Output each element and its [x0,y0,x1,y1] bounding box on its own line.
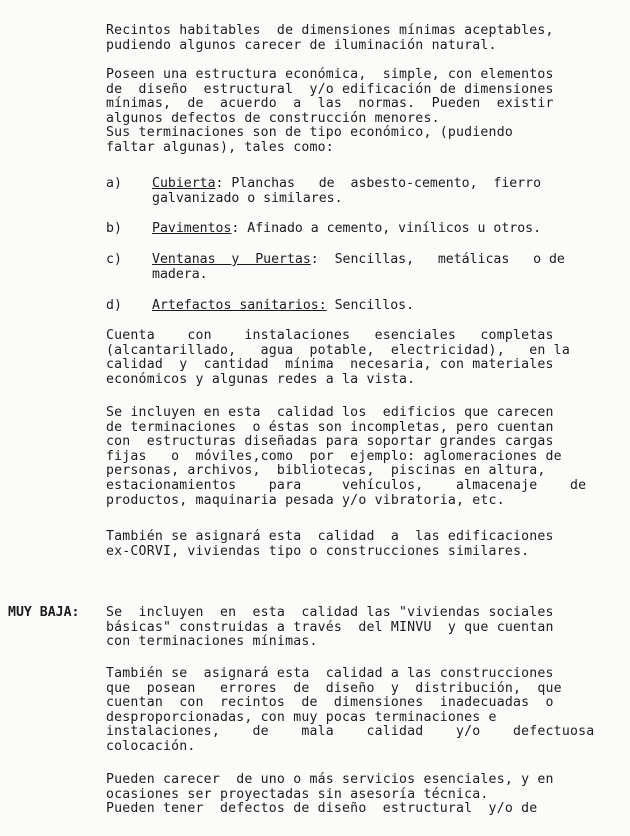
list-text: Sencillos. [326,298,415,313]
text-line: calidad y cantidad mínima necesaria, con materiales [106,357,554,373]
text-line: productos, maquinaria pesada y/o vibratoria, etc. [106,492,505,508]
list-text-line2: madera. [152,266,208,282]
list-text: : Afinado a cemento, vinílicos u otros. [231,221,542,236]
text-line: Sus terminaciones son de tipo económico, (pudiendo [106,125,513,141]
paragraph-installations [106,329,606,387]
text-line: Pueden tener defectos de diseño estructural y/o de [106,801,538,817]
text-line: Pueden carecer de uno o más servicios esenciales, y en [106,772,554,787]
paragraph-buildings [106,406,606,508]
text-line: mínimas, de acuerdo a las normas. Pueden existir [106,96,554,112]
list-term: Artefactos sanitarios: [152,298,327,313]
text-line: ocasiones ser proyectadas sin asesoría técnica. [106,786,489,802]
text-line: colocación. [106,738,196,754]
list-text: : Planchas de asbesto-cemento, fierro [215,176,542,191]
list-letter: b) [106,221,122,236]
muy-baja-paragraph-2 [106,667,606,755]
text-line: algunos defectos de construcción menores. [106,110,440,126]
intro-paragraph-2 [106,68,606,156]
text-line: con terminaciones mínimas. [106,634,318,650]
list-term: Ventanas y Puertas [152,252,311,267]
text-line: Se incluyen en esta calidad las "viviendas sociales [106,605,554,620]
text-line: con estructuras diseñadas para soportar grandes cargas [106,434,554,450]
section-label-muy-baja: MUY BAJA: [8,605,80,620]
muy-baja-paragraph-1 [106,606,606,650]
text-line: instalaciones, de mala calidad y/o defectuosa [106,724,595,740]
text-line: Se incluyen en esta calidad los edificios que carecen [106,405,554,420]
list-term: Cubierta [152,176,216,191]
text-line: pudiendo algunos carecer de iluminación natural. [106,37,497,53]
text-line: básicas" construidas a través del MINVU y que cuentan [106,619,554,635]
muy-baja-paragraph-3 [106,773,606,817]
text-line: ex-CORVI, viviendas tipo o construcciones similares. [106,543,530,559]
list-letter: d) [106,298,122,313]
text-line: personas, archivos, bibliotecas, piscinas en altura, [106,463,546,479]
text-line: También se asignará esta calidad a las construcciones [106,666,554,681]
text-line: que posean errores de diseño y distribución, que [106,680,562,696]
text-line: Recintos habitables de dimensiones mínimas aceptables, [106,23,554,38]
text-line: fijas o móviles,como por ejemplo: aglomeraciones de [106,448,562,464]
list-text: : Sencillas, metálicas o de [310,252,565,267]
text-line: de terminaciones o éstas son incompletas, pero cuentan [106,419,554,435]
intro-paragraph-1 [106,24,606,53]
text-line: faltar algunas), tales como: [106,139,334,155]
list-letter: c) [106,252,122,267]
text-line: estacionamientos para vehículos, almacenaje de [106,477,587,493]
paragraph-ex-corvi [106,530,606,559]
text-line: Poseen una estructura económica, simple, con elementos [106,67,554,82]
list-text-line2: galvanizado o similares. [152,190,343,206]
text-line: de diseño estructural y/o edificación de dimensiones [106,81,554,97]
text-line: (alcantarillado, agua potable, electricidad), en la [106,342,570,358]
text-line: desproporcionadas, con muy pocas terminaciones e [106,709,497,725]
text-line: Cuenta con instalaciones esenciales completas [106,328,554,343]
list-letter: a) [106,176,122,191]
text-line: cuentan con recintos de dimensiones inadecuadas o [106,695,554,711]
text-line: También se asignará esta calidad a las edificaciones [106,529,554,544]
list-term: Pavimentos [152,221,232,236]
text-line: económicos y algunas redes a la vista. [106,371,416,387]
